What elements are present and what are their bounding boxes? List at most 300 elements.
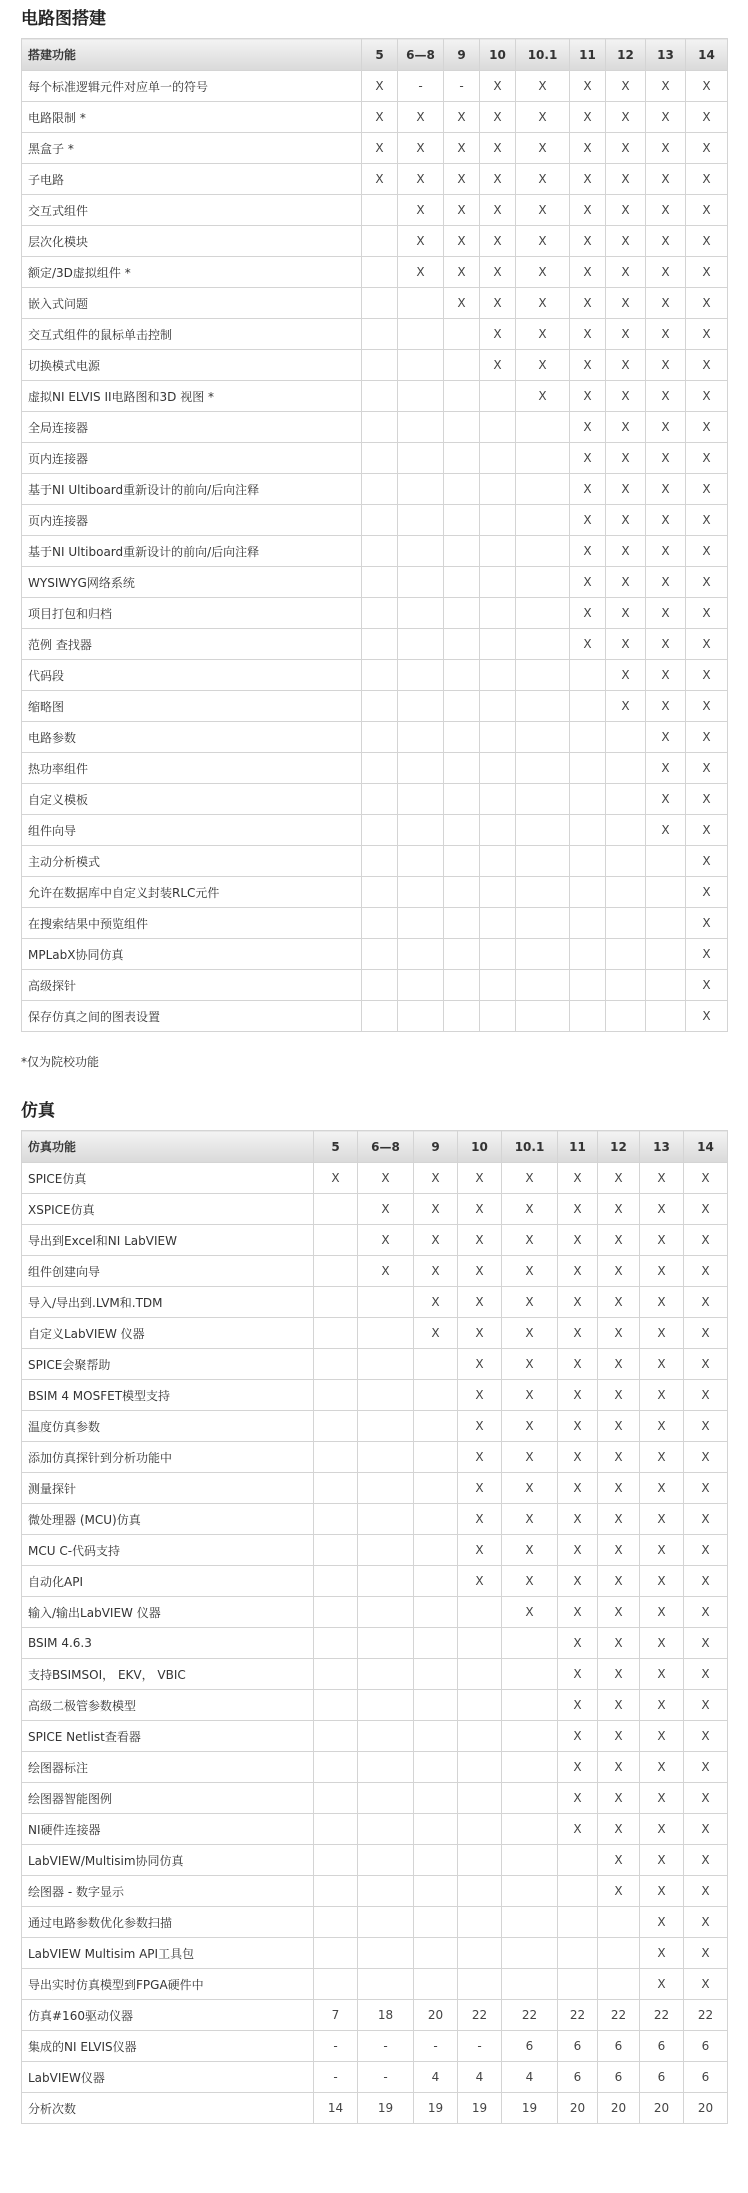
feature-name: NI硬件连接器 (22, 1814, 314, 1845)
feature-support-cell (314, 1969, 358, 2000)
feature-support-cell: - (414, 2031, 458, 2062)
feature-support-cell (362, 288, 398, 319)
feature-support-cell (362, 412, 398, 443)
feature-support-cell (398, 288, 444, 319)
table-row (22, 815, 728, 846)
feature-support-cell: 22 (640, 2000, 684, 2031)
feature-support-cell (398, 784, 444, 815)
feature-support-cell: X (480, 226, 516, 257)
feature-support-cell: X (598, 1628, 640, 1659)
feature-support-cell (414, 1473, 458, 1504)
feature-support-cell: X (502, 1566, 558, 1597)
feature-support-cell (314, 1752, 358, 1783)
feature-support-cell (502, 1845, 558, 1876)
feature-support-cell (606, 784, 646, 815)
feature-support-cell: X (606, 381, 646, 412)
feature-support-cell (314, 1194, 358, 1225)
feature-support-cell: - (358, 2031, 414, 2062)
feature-support-cell: X (570, 443, 606, 474)
feature-support-cell: X (558, 1752, 598, 1783)
feature-support-cell: X (570, 474, 606, 505)
table-row (22, 753, 728, 784)
feature-support-cell (314, 1721, 358, 1752)
feature-support-cell: X (640, 1752, 684, 1783)
feature-support-cell (314, 1442, 358, 1473)
table-row (22, 133, 728, 164)
feature-support-cell (606, 970, 646, 1001)
feature-support-cell (458, 1659, 502, 1690)
feature-support-cell: X (598, 1597, 640, 1628)
feature-support-cell (606, 1001, 646, 1032)
feature-support-cell: 22 (502, 2000, 558, 2031)
feature-support-cell: X (480, 164, 516, 195)
feature-support-cell (362, 753, 398, 784)
feature-support-cell: X (684, 1845, 728, 1876)
feature-name: 交互式组件 (22, 195, 362, 226)
feature-support-cell (358, 1814, 414, 1845)
feature-support-cell (362, 226, 398, 257)
feature-support-cell: X (502, 1504, 558, 1535)
feature-support-cell: X (558, 1721, 598, 1752)
feature-support-cell: X (570, 319, 606, 350)
feature-support-cell (444, 629, 480, 660)
feature-support-cell: X (684, 1597, 728, 1628)
feature-support-cell (398, 474, 444, 505)
feature-support-cell: X (502, 1287, 558, 1318)
feature-name: 每个标准逻辑元件对应单一的符号 (22, 71, 362, 102)
feature-support-cell: X (458, 1256, 502, 1287)
feature-support-cell (362, 443, 398, 474)
feature-support-cell: X (640, 1907, 684, 1938)
feature-support-cell: X (570, 288, 606, 319)
feature-support-cell: X (646, 536, 686, 567)
simulation-features-table (21, 1130, 728, 2124)
feature-name: 电路参数 (22, 722, 362, 753)
section-title-simulation: 仿真 (21, 1101, 55, 1121)
feature-support-cell: X (558, 1349, 598, 1380)
feature-support-cell (516, 753, 570, 784)
feature-support-cell: X (640, 1504, 684, 1535)
feature-support-cell: X (686, 381, 728, 412)
feature-support-cell (398, 877, 444, 908)
feature-support-cell (362, 567, 398, 598)
feature-support-cell: X (686, 536, 728, 567)
feature-support-cell: X (414, 1256, 458, 1287)
feature-support-cell (362, 815, 398, 846)
feature-support-cell (606, 753, 646, 784)
feature-name: 支持BSIMSOI， EKV， VBIC (22, 1659, 314, 1690)
feature-support-cell: X (480, 195, 516, 226)
feature-support-cell: X (502, 1163, 558, 1194)
feature-support-cell: X (398, 226, 444, 257)
feature-support-cell: X (684, 1566, 728, 1597)
feature-support-cell: X (684, 1349, 728, 1380)
feature-support-cell (516, 784, 570, 815)
feature-support-cell (598, 1938, 640, 1969)
feature-name: 项目打包和归档 (22, 598, 362, 629)
feature-support-cell (414, 1721, 458, 1752)
feature-support-cell: X (358, 1194, 414, 1225)
feature-support-cell (444, 443, 480, 474)
feature-support-cell (414, 1349, 458, 1380)
feature-support-cell: X (570, 350, 606, 381)
feature-support-cell (502, 1907, 558, 1938)
feature-support-cell: X (414, 1163, 458, 1194)
feature-support-cell: X (640, 1256, 684, 1287)
feature-support-cell: X (458, 1287, 502, 1318)
feature-support-cell: X (684, 1287, 728, 1318)
feature-support-cell (480, 691, 516, 722)
feature-support-cell (480, 660, 516, 691)
feature-support-cell: X (684, 1783, 728, 1814)
feature-support-cell (502, 1814, 558, 1845)
feature-support-cell: 6 (640, 2062, 684, 2093)
table-row (22, 1752, 728, 1783)
version-column-header: 6—8 (358, 1131, 414, 1163)
feature-support-cell (362, 970, 398, 1001)
feature-support-cell: 20 (684, 2093, 728, 2124)
feature-support-cell: 18 (358, 2000, 414, 2031)
table-row (22, 288, 728, 319)
feature-support-cell (570, 660, 606, 691)
table-row (22, 1442, 728, 1473)
feature-support-cell: X (606, 629, 646, 660)
feature-support-cell (414, 1845, 458, 1876)
feature-support-cell (358, 1318, 414, 1349)
feature-support-cell: X (502, 1473, 558, 1504)
feature-support-cell: X (598, 1814, 640, 1845)
table-row (22, 1566, 728, 1597)
feature-support-cell (362, 536, 398, 567)
feature-support-cell: X (640, 1225, 684, 1256)
feature-name: 额定/3D虚拟组件 * (22, 257, 362, 288)
feature-support-cell: X (686, 164, 728, 195)
feature-name: BSIM 4.6.3 (22, 1628, 314, 1659)
feature-support-cell (398, 350, 444, 381)
feature-support-cell (516, 877, 570, 908)
feature-name: 交互式组件的鼠标单击控制 (22, 319, 362, 350)
feature-support-cell (444, 567, 480, 598)
feature-support-cell (414, 1535, 458, 1566)
feature-support-cell: X (558, 1163, 598, 1194)
feature-name: 绘图器智能图例 (22, 1783, 314, 1814)
feature-support-cell: X (640, 1938, 684, 1969)
feature-support-cell (516, 691, 570, 722)
feature-support-cell: X (502, 1535, 558, 1566)
version-column-header: 10 (458, 1131, 502, 1163)
feature-support-cell (558, 1938, 598, 1969)
feature-column-header: 搭建功能 (22, 39, 362, 71)
feature-support-cell: X (558, 1473, 598, 1504)
feature-support-cell (362, 505, 398, 536)
feature-support-cell: X (684, 1318, 728, 1349)
feature-support-cell: X (646, 660, 686, 691)
feature-support-cell: X (686, 1001, 728, 1032)
feature-support-cell (458, 1597, 502, 1628)
feature-support-cell (414, 1566, 458, 1597)
feature-support-cell: X (570, 412, 606, 443)
feature-support-cell: X (502, 1380, 558, 1411)
feature-support-cell: X (686, 350, 728, 381)
feature-support-cell: X (362, 164, 398, 195)
table-row (22, 1287, 728, 1318)
feature-support-cell: X (598, 1287, 640, 1318)
feature-name: 全局连接器 (22, 412, 362, 443)
feature-support-cell: X (640, 1287, 684, 1318)
feature-support-cell (314, 1876, 358, 1907)
feature-support-cell (480, 474, 516, 505)
feature-support-cell: 4 (502, 2062, 558, 2093)
feature-support-cell: X (684, 1721, 728, 1752)
feature-support-cell: X (398, 133, 444, 164)
feature-support-cell (458, 1783, 502, 1814)
feature-name: 仿真#160驱动仪器 (22, 2000, 314, 2031)
feature-support-cell: X (646, 443, 686, 474)
feature-support-cell: X (502, 1597, 558, 1628)
feature-support-cell (606, 939, 646, 970)
version-column-header: 12 (598, 1131, 640, 1163)
feature-support-cell (398, 598, 444, 629)
feature-support-cell: X (558, 1690, 598, 1721)
feature-support-cell (502, 1938, 558, 1969)
feature-support-cell: X (686, 939, 728, 970)
feature-support-cell (314, 1318, 358, 1349)
feature-support-cell (358, 1535, 414, 1566)
feature-support-cell: X (598, 1318, 640, 1349)
feature-support-cell (480, 567, 516, 598)
feature-support-cell (358, 1380, 414, 1411)
feature-support-cell: X (646, 815, 686, 846)
feature-support-cell: X (558, 1814, 598, 1845)
feature-support-cell (480, 939, 516, 970)
feature-support-cell (358, 1876, 414, 1907)
feature-support-cell (314, 1566, 358, 1597)
feature-support-cell: X (684, 1969, 728, 2000)
feature-support-cell (362, 319, 398, 350)
feature-support-cell (358, 1845, 414, 1876)
feature-support-cell (444, 784, 480, 815)
feature-support-cell (502, 1659, 558, 1690)
feature-support-cell (314, 1225, 358, 1256)
feature-support-cell: X (686, 908, 728, 939)
feature-support-cell (444, 815, 480, 846)
feature-support-cell: X (640, 1535, 684, 1566)
feature-support-cell: X (480, 319, 516, 350)
feature-name: 温度仿真参数 (22, 1411, 314, 1442)
feature-support-cell (414, 1783, 458, 1814)
table-row (22, 1411, 728, 1442)
table-row (22, 660, 728, 691)
feature-support-cell: X (570, 71, 606, 102)
feature-support-cell: X (458, 1504, 502, 1535)
feature-support-cell (502, 1752, 558, 1783)
feature-support-cell: X (570, 536, 606, 567)
feature-support-cell (502, 1721, 558, 1752)
feature-support-cell (362, 908, 398, 939)
feature-support-cell (570, 939, 606, 970)
table-row (22, 226, 728, 257)
feature-support-cell (480, 443, 516, 474)
feature-support-cell (516, 722, 570, 753)
feature-support-cell: X (606, 102, 646, 133)
feature-support-cell (598, 1907, 640, 1938)
version-column-header: 5 (362, 39, 398, 71)
feature-support-cell: X (684, 1504, 728, 1535)
feature-support-cell (480, 598, 516, 629)
feature-support-cell: X (686, 226, 728, 257)
feature-support-cell: X (686, 102, 728, 133)
feature-support-cell (362, 257, 398, 288)
feature-support-cell: X (606, 71, 646, 102)
feature-support-cell: X (558, 1411, 598, 1442)
feature-support-cell (398, 536, 444, 567)
feature-support-cell (502, 1783, 558, 1814)
table-row (22, 1814, 728, 1845)
feature-support-cell: 7 (314, 2000, 358, 2031)
feature-name: SPICE仿真 (22, 1163, 314, 1194)
feature-name: 绘图器 - 数字显示 (22, 1876, 314, 1907)
feature-name: XSPICE仿真 (22, 1194, 314, 1225)
feature-support-cell (480, 722, 516, 753)
feature-support-cell: X (358, 1256, 414, 1287)
feature-support-cell: - (314, 2031, 358, 2062)
feature-support-cell: X (640, 1473, 684, 1504)
feature-name: 高级探针 (22, 970, 362, 1001)
feature-support-cell (558, 1969, 598, 2000)
feature-name: MCU C-代码支持 (22, 1535, 314, 1566)
version-column-header: 9 (414, 1131, 458, 1163)
feature-support-cell: X (598, 1473, 640, 1504)
feature-support-cell (314, 1256, 358, 1287)
feature-column-header: 仿真功能 (22, 1131, 314, 1163)
feature-support-cell (414, 1938, 458, 1969)
feature-name: 输入/输出LabVIEW 仪器 (22, 1597, 314, 1628)
feature-support-cell (398, 660, 444, 691)
feature-support-cell (398, 319, 444, 350)
feature-support-cell (480, 1001, 516, 1032)
feature-support-cell: X (570, 195, 606, 226)
feature-support-cell (314, 1845, 358, 1876)
feature-support-cell: X (606, 660, 646, 691)
feature-support-cell: X (684, 1442, 728, 1473)
version-column-header: 14 (686, 39, 728, 71)
feature-support-cell (358, 1566, 414, 1597)
feature-support-cell (398, 691, 444, 722)
feature-support-cell: X (362, 102, 398, 133)
feature-support-cell: 22 (598, 2000, 640, 2031)
feature-support-cell: X (684, 1690, 728, 1721)
feature-support-cell (444, 505, 480, 536)
feature-support-cell (444, 753, 480, 784)
feature-support-cell: X (606, 350, 646, 381)
table-row (22, 2093, 728, 2124)
feature-support-cell: X (606, 133, 646, 164)
feature-support-cell: X (686, 753, 728, 784)
feature-support-cell: X (558, 1783, 598, 1814)
feature-support-cell: X (684, 1194, 728, 1225)
feature-support-cell (444, 536, 480, 567)
feature-name: 绘图器标注 (22, 1752, 314, 1783)
feature-support-cell: X (558, 1194, 598, 1225)
feature-support-cell (398, 846, 444, 877)
feature-support-cell (570, 1001, 606, 1032)
feature-support-cell: X (684, 1628, 728, 1659)
table-row (22, 1845, 728, 1876)
feature-support-cell: X (516, 319, 570, 350)
feature-support-cell (358, 1628, 414, 1659)
feature-support-cell: X (606, 164, 646, 195)
feature-support-cell (570, 970, 606, 1001)
feature-support-cell (458, 1721, 502, 1752)
table-row (22, 443, 728, 474)
feature-support-cell: X (458, 1349, 502, 1380)
feature-support-cell (480, 815, 516, 846)
feature-support-cell: 20 (414, 2000, 458, 2031)
feature-support-cell (358, 1907, 414, 1938)
feature-support-cell: X (480, 350, 516, 381)
feature-support-cell: X (646, 598, 686, 629)
feature-support-cell (606, 846, 646, 877)
feature-support-cell (458, 1752, 502, 1783)
feature-name: SPICE会聚帮助 (22, 1349, 314, 1380)
feature-support-cell: X (358, 1163, 414, 1194)
feature-support-cell (570, 908, 606, 939)
feature-support-cell: X (686, 598, 728, 629)
feature-support-cell: X (558, 1597, 598, 1628)
table-row (22, 1380, 728, 1411)
feature-support-cell (480, 381, 516, 412)
feature-support-cell: X (480, 288, 516, 319)
feature-name: 自定义模板 (22, 784, 362, 815)
feature-name: LabVIEW仪器 (22, 2062, 314, 2093)
feature-support-cell: X (686, 412, 728, 443)
feature-name: 在搜索结果中预览组件 (22, 908, 362, 939)
feature-support-cell: X (684, 1225, 728, 1256)
feature-support-cell (570, 722, 606, 753)
feature-support-cell: X (362, 133, 398, 164)
feature-support-cell (444, 319, 480, 350)
feature-support-cell: X (598, 1225, 640, 1256)
feature-support-cell: X (606, 319, 646, 350)
feature-support-cell (444, 660, 480, 691)
feature-support-cell (414, 1907, 458, 1938)
feature-support-cell (444, 1001, 480, 1032)
feature-support-cell: X (686, 722, 728, 753)
feature-support-cell (358, 1690, 414, 1721)
feature-support-cell: X (646, 691, 686, 722)
feature-support-cell (516, 1001, 570, 1032)
feature-name: 通过电路参数优化参数扫描 (22, 1907, 314, 1938)
feature-support-cell: X (558, 1659, 598, 1690)
feature-support-cell (362, 846, 398, 877)
feature-support-cell: X (598, 1566, 640, 1597)
feature-support-cell (444, 970, 480, 1001)
feature-support-cell (398, 970, 444, 1001)
table-row (22, 970, 728, 1001)
feature-support-cell (414, 1380, 458, 1411)
feature-support-cell (516, 598, 570, 629)
feature-support-cell (502, 1628, 558, 1659)
feature-support-cell: X (646, 381, 686, 412)
feature-support-cell (646, 908, 686, 939)
table-row (22, 1876, 728, 1907)
table-row (22, 784, 728, 815)
feature-support-cell: 6 (598, 2031, 640, 2062)
version-column-header: 9 (444, 39, 480, 71)
feature-name: 页内连接器 (22, 505, 362, 536)
feature-support-cell (646, 1001, 686, 1032)
table-row (22, 1907, 728, 1938)
